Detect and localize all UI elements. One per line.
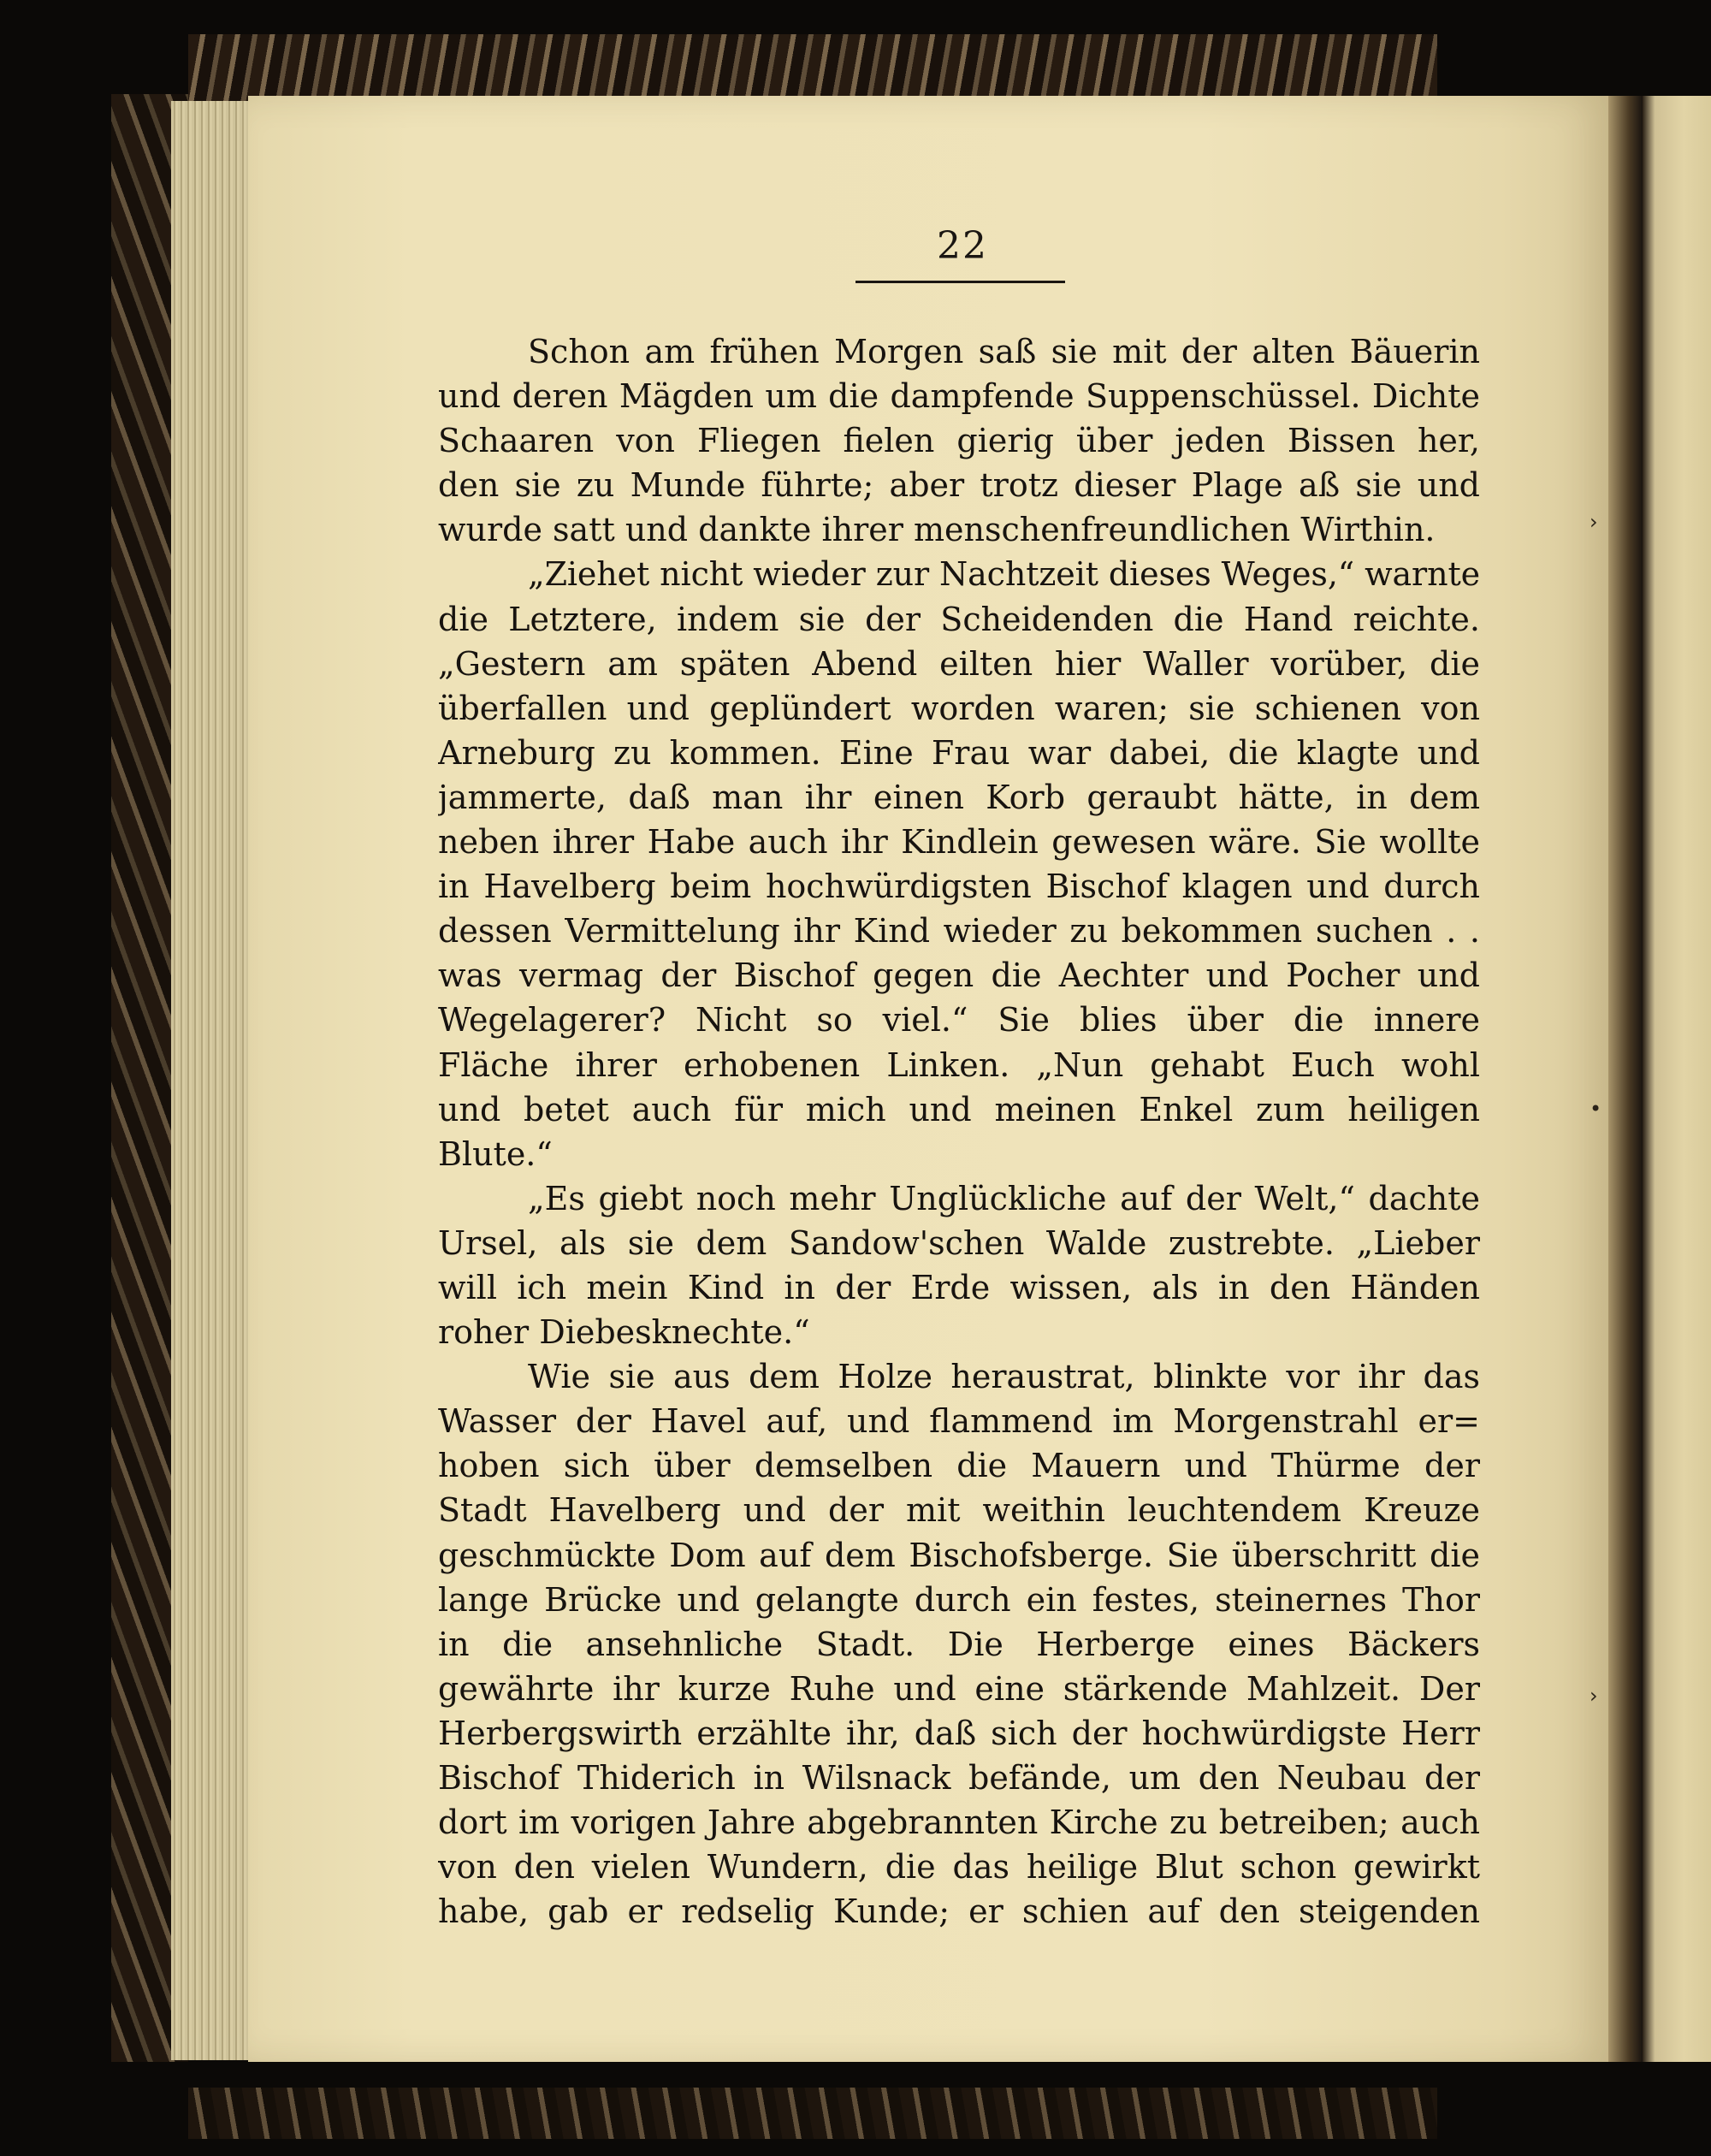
margin-mark: • (1590, 1097, 1602, 1121)
text-line: gewährte ihr kurze Ruhe und eine stärkende Mahlzeit. Der (438, 1669, 1480, 1708)
text-line: geschmückte Dom auf dem Bischofsberge. Sie überschritt die (438, 1536, 1480, 1574)
text-line: dort im vorigen Jahre abgebrannten Kirche zu betreiben; auch (438, 1804, 1480, 1842)
text-line: in die ansehnliche Stadt. Die Herberge eines Bäckers (438, 1625, 1480, 1663)
text-line: den sie zu Munde führte; aber trotz dieser Plage aß sie und (438, 466, 1480, 505)
text-line: Stadt Havelberg und der mit weithin leuchtendem Kreuze (438, 1491, 1480, 1530)
text-line: Wie sie aus dem Holze heraustrat, blinkte vor ihr das (528, 1358, 1480, 1396)
text-line: wurde satt und dankte ihrer menschenfreundlichen Wirthin. (438, 511, 1436, 549)
text-line: Blute.“ (438, 1134, 553, 1173)
text-line: hoben sich über demselben die Mauern und Thürme der (438, 1447, 1480, 1485)
text-line: Schon am frühen Morgen saß sie mit der alten Bäuerin (528, 333, 1480, 370)
text-line: jammerte, daß man ihr einen Korb geraubt hätte, in dem (438, 778, 1480, 816)
text-line: Wasser der Havel auf, und flammend im Morgenstrahl er= (438, 1402, 1480, 1441)
margin-mark: › (1590, 510, 1598, 534)
text-line: und betet auch für mich und meinen Enkel zum heiligen (438, 1090, 1480, 1128)
text-line: Bischof Thiderich in Wilsnack befände, um den Neubau der (438, 1759, 1480, 1797)
text-line: neben ihrer Habe auch ihr Kindlein gewesen wäre. Sie wollte (438, 823, 1480, 862)
text-line: roher Diebesknechte.“ (438, 1313, 810, 1352)
text-line: Arneburg zu kommen. Eine Frau war dabei, die klagte und (438, 733, 1480, 772)
page-edges (171, 101, 257, 2060)
text-line: Wegelagerer? Nicht so viel.“ Sie blies über die innere (438, 1001, 1480, 1040)
text-line: habe, gab er redselig Kunde; er schien auf den steigenden (438, 1892, 1480, 1931)
text-line: „Ziehet nicht wieder zur Nachtzeit dieses Weges,“ warnte (528, 555, 1480, 594)
margin-mark: › (1590, 1684, 1598, 1708)
text-line: dessen Vermittelung ihr Kind wieder zu bekommen suchen . . (438, 912, 1480, 951)
book-gutter (1608, 96, 1643, 2062)
text-line: die Letztere, indem sie der Scheidenden die Hand reichte. (438, 600, 1480, 638)
page-number: 22 (937, 224, 988, 268)
text-line: was vermag der Bischof gegen die Aechter und Pocher und (438, 957, 1480, 995)
header-rule (856, 281, 1065, 283)
text-line: lange Brücke und gelangte durch ein festes, steinernes Thor (438, 1580, 1480, 1619)
facing-page-edge (1643, 96, 1711, 2062)
body-text (438, 329, 1480, 1934)
marbled-cover-top (188, 34, 1437, 103)
text-line: von den vielen Wundern, die das heilige Blut schon gewirkt (438, 1848, 1480, 1886)
marbled-cover-bottom (188, 2088, 1437, 2139)
text-line: Fläche ihrer erhobenen Linken. „Nun gehabt Euch wohl (438, 1045, 1480, 1084)
text-line: „Gestern am späten Abend eilten hier Waller vorüber, die (438, 644, 1480, 683)
text-line: überfallen und geplündert worden waren; sie schienen von (438, 689, 1480, 727)
text-line: Herbergswirth erzählte ihr, daß sich der hochwürdigste Herr (438, 1714, 1480, 1752)
text-line: „Es giebt noch mehr Unglückliche auf der Welt,“ dachte (528, 1179, 1480, 1217)
text-line: Ursel, als sie dem Sandow'schen Walde zustrebte. „Lieber (438, 1223, 1480, 1262)
text-line: in Havelberg beim hochwürdigsten Bischof klagen und durch (438, 868, 1480, 906)
text-line: Schaaren von Fliegen fielen gierig über jeden Bissen her, (438, 422, 1480, 460)
text-line: will ich mein Kind in der Erde wissen, als in den Händen (438, 1268, 1480, 1306)
text-line: und deren Mägden um die dampfende Suppenschüssel. Dichte (438, 377, 1480, 416)
